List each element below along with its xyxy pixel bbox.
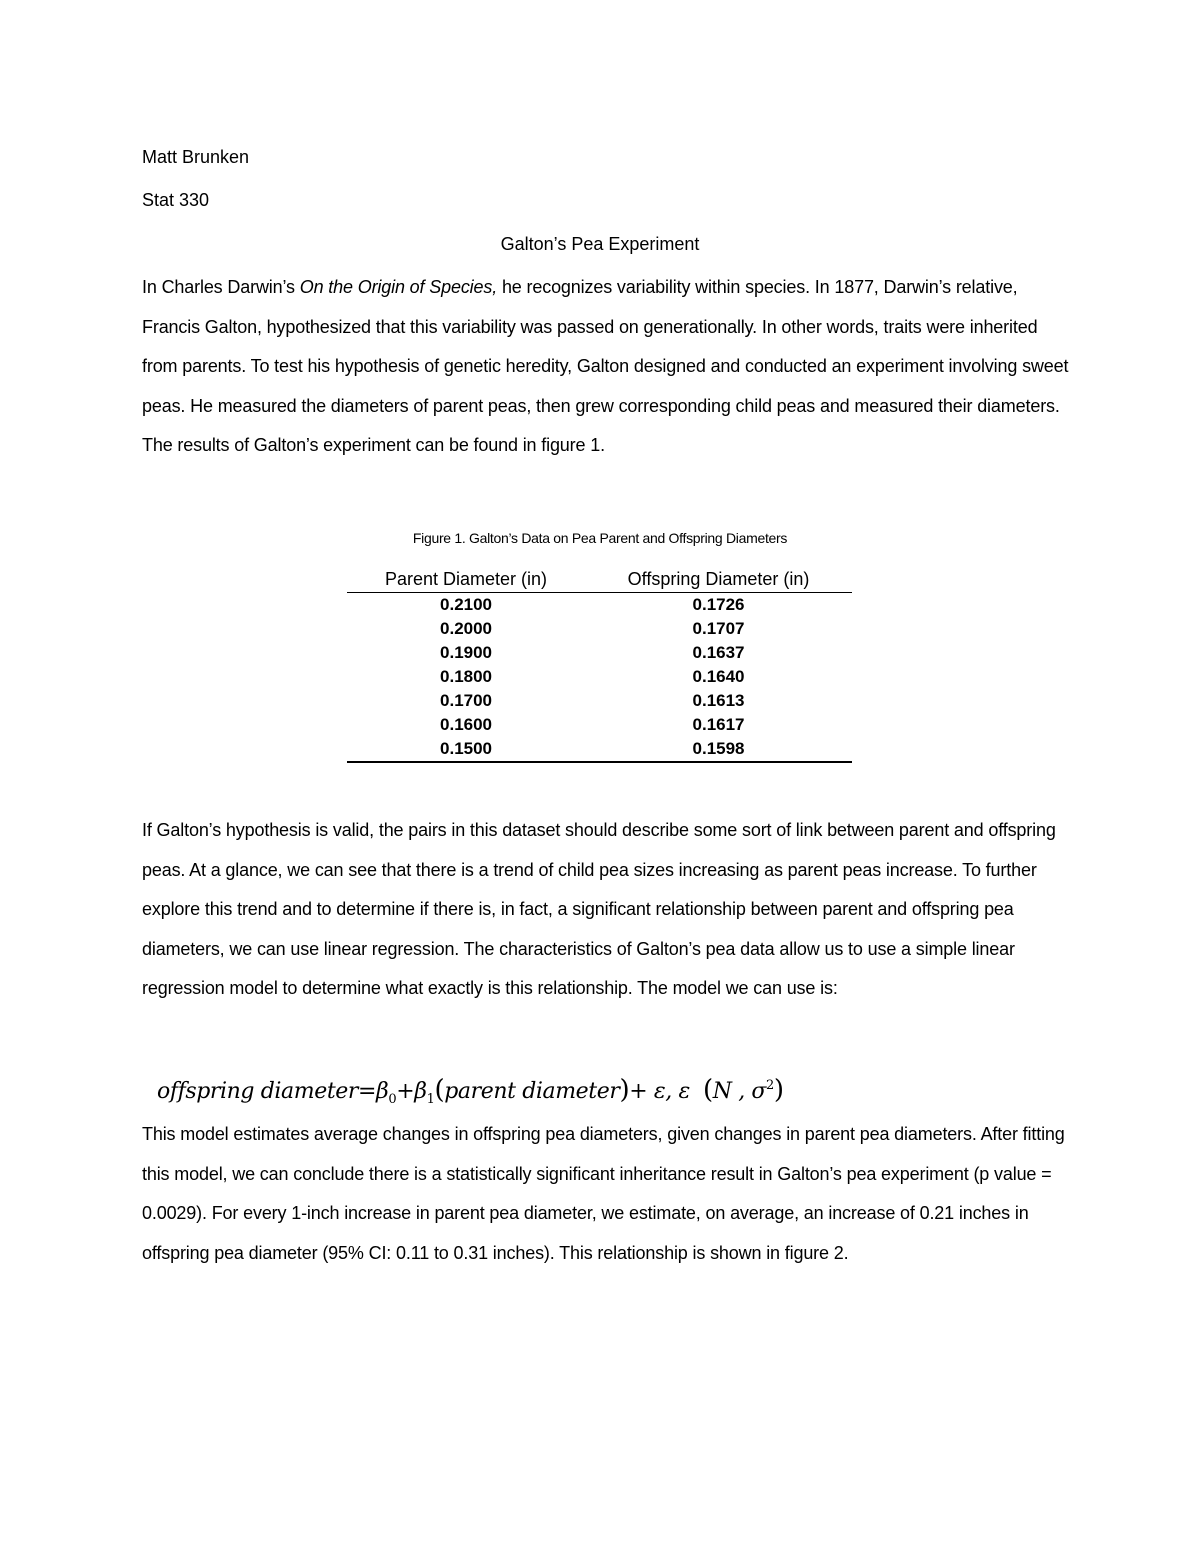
formula-sigma-superscript: 2 — [766, 1078, 774, 1093]
parent-diameter-cell: 0.1800 — [440, 667, 493, 686]
table-row — [347, 689, 852, 713]
book-title: On the Origin of Species, — [299, 277, 498, 297]
figure-1-caption: Figure 1. Galton’s Data on Pea Parent and Offspring Diameters — [412, 530, 788, 546]
formula-equals: = — [358, 1079, 377, 1104]
formula-error-term: + ε, ε — [629, 1079, 690, 1104]
formula-beta0-subscript: 0 — [388, 1092, 397, 1107]
table-row — [347, 593, 852, 618]
formula-plus: + — [396, 1079, 415, 1104]
intro-paragraph — [142, 268, 1072, 466]
offspring-diameter-cell: 0.1617 — [692, 715, 745, 734]
intro-text-start: In Charles Darwin’s — [142, 277, 300, 297]
table-header-row — [347, 566, 852, 593]
offspring-diameter-cell: 0.1640 — [692, 667, 745, 686]
table-row — [347, 665, 852, 689]
parent-diameter-cell: 0.1900 — [440, 643, 493, 662]
table-row — [347, 713, 852, 737]
parent-diameter-cell: 0.1700 — [440, 691, 493, 710]
column-header-offspring: Offspring Diameter (in) — [585, 566, 852, 593]
analysis-paragraph: If Galton’s hypothesis is valid, the pairs in this dataset should describe some sort of link between parent and offspring peas. At a glance, we can see that there is a trend of child pea sizes increasing as parent peas increase. To further explore this trend and to determine if there is, in fact, a significant relationship between parent and offspring pea diameters, we can use linear regression. The characteristics of Galton’s pea data allow us to use a simple linear regression model to determine what exactly is this relationship. The model we can use is: — [142, 820, 1056, 999]
author-name: Matt Brunken — [142, 147, 250, 167]
parent-diameter-cell: 0.1500 — [347, 737, 585, 762]
formula-close-paren: ) — [619, 1075, 630, 1105]
course-name: Stat 330 — [142, 190, 210, 210]
table-row — [347, 617, 852, 641]
regression-formula — [157, 1066, 784, 1120]
parent-diameter-cell: 0.2100 — [440, 595, 493, 614]
offspring-diameter-cell: 0.1726 — [692, 595, 745, 614]
document-title: Galton’s Pea Experiment — [500, 234, 700, 254]
parent-diameter-cell: 0.1600 — [440, 715, 493, 734]
formula-distribution: N , σ — [712, 1079, 767, 1104]
formula-beta1: β — [414, 1079, 427, 1104]
formula-dist-close-paren: ) — [773, 1075, 784, 1105]
formula-beta1-subscript: 1 — [426, 1092, 435, 1107]
formula-argument: parent diameter — [444, 1079, 620, 1104]
figure-1-table — [347, 566, 852, 763]
formula-open-paren: ( — [434, 1075, 445, 1105]
table-row — [347, 737, 852, 762]
formula-lhs: offspring diameter — [157, 1079, 358, 1104]
column-header-parent: Parent Diameter (in) — [347, 566, 585, 593]
formula-beta0: β — [376, 1079, 389, 1104]
intro-text-rest: he recognizes variability within species. In 1877, Darwin’s relative, Francis Galton, hypothesized that this variability was passed on generationally. In other words, traits were inherited from parents. To test his hypothesis of genetic heredity, Galton designed and conducted an experiment involving sweet peas. He measured the diameters of parent peas, then grew corresponding child peas and measured their diameters. The results of Galton’s experiment can be found in figure 1. — [142, 277, 1069, 456]
offspring-diameter-cell: 0.1707 — [692, 619, 745, 638]
results-paragraph: This model estimates average changes in offspring pea diameters, given changes in parent pea diameters. After fitting this model, we can conclude there is a statistically significant inheritance result in Galton’s pea experiment (p value = 0.0029). For every 1-inch increase in parent pea diameter, we estimate, on average, an increase of 0.21 inches in offspring pea diameter (95% CI: 0.11 to 0.31 inches). This relationship is shown in figure 2. — [142, 1124, 1065, 1263]
offspring-diameter-cell: 0.1598 — [585, 737, 852, 762]
offspring-diameter-cell: 0.1613 — [692, 691, 745, 710]
formula-dist-open-paren: ( — [703, 1075, 713, 1105]
table-row — [347, 641, 852, 665]
parent-diameter-cell: 0.2000 — [440, 619, 493, 638]
offspring-diameter-cell: 0.1637 — [692, 643, 745, 662]
